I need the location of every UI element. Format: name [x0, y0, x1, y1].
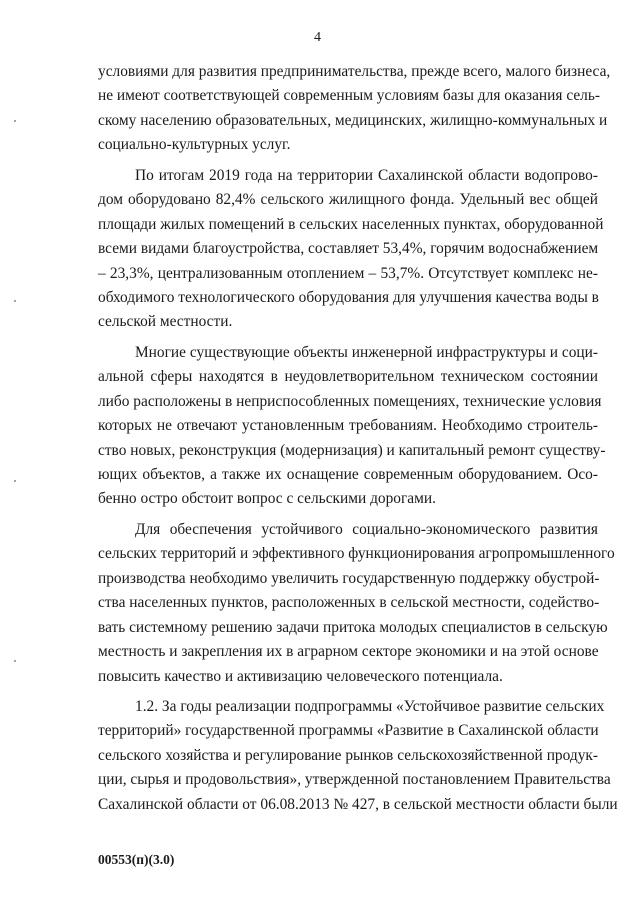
document-body: [98, 60, 618, 823]
text-line: ющих объектов, а также их оснащение современным оборудованием. Осо-: [98, 466, 598, 483]
text-line: местность и закрепления их в аграрном секторе экономики и на этой основе: [98, 643, 599, 661]
text-line: По итогам 2019 года на территории Сахалинской области водопрово-: [135, 166, 598, 184]
text-line: сельского хозяйства и регулирование рынков сельскохозяйственной продук-: [98, 746, 598, 764]
paragraph-2: [98, 164, 604, 335]
scan-artifact: [14, 660, 16, 662]
text-line: которых не отвечают установленным требованиям. Необходимо строитель-: [98, 417, 598, 435]
text-line: всеми видами благоустройства, составляет 53,4%, горячим водоснабжением: [98, 240, 599, 258]
text-line: дом оборудовано 82,4% сельского жилищного фонда. Удельный вес общей: [98, 191, 598, 209]
text-line: Для обеспечения устойчивого социально-экономического развития: [135, 520, 598, 538]
text-line: обходимого технологического оборудования для улучшения качества воды в: [98, 288, 599, 306]
text-line: 1.2. За годы реализации подпрограммы «Устойчивое развитие сельских: [135, 697, 605, 715]
paragraph-3: [98, 341, 606, 512]
text-line: – 23,3%, централизованным отоплением – 53,7%. Отсутствует комплекс не-: [98, 264, 598, 282]
text-line: условиями для развития предпринимательства, прежде всего, малого бизнеса,: [98, 63, 611, 80]
scan-artifact: [14, 120, 16, 122]
text-line: ства населенных пунктов, расположенных в сельской местности, содейство-: [98, 594, 600, 612]
paragraph-5: [98, 695, 618, 817]
text-line: сельских территорий и эффективного функционирования агропромышленного: [98, 545, 615, 563]
text-line: не имеют соответствующей современным условиям базы для оказания сель-: [98, 87, 600, 105]
text-line: территорий» государственной программы «Развитие в Сахалинской области: [98, 722, 599, 740]
text-line: скому населению образовательных, медицинских, жилищно-коммунальных и: [98, 111, 608, 129]
text-line: социально-культурных услуг.: [98, 136, 291, 154]
paragraph-1: [98, 60, 611, 158]
text-line: бенно остро обстоит вопрос с сельскими дорогами.: [98, 490, 436, 508]
text-line: площади жилых помещений в сельских населенных пунктах, оборудованной: [98, 215, 604, 233]
text-line: производства необходимо увеличить государственную поддержку обустрой-: [98, 569, 600, 587]
page-number: 4: [314, 30, 321, 45]
scan-artifact: [14, 300, 16, 302]
text-line: альной сферы находятся в неудовлетворительном техническом состоянии: [98, 368, 598, 386]
scan-artifact: [14, 480, 16, 482]
text-line: либо расположены в неприспособленных помещениях, технические условия: [98, 392, 602, 410]
text-line: вать системному решению задачи притока молодых специалистов в сельскую: [98, 618, 608, 636]
text-line: ции, сырья и продовольствия», утвержденной постановлением Правительства: [98, 771, 611, 789]
paragraph-4: [98, 518, 615, 689]
document-code: 00553(п)(3.0): [98, 852, 175, 867]
text-line: повысить качество и активизацию человеческого потенциала.: [98, 667, 503, 685]
text-line: ство новых, реконструкция (модернизация) и капитальный ремонт существу-: [98, 441, 606, 459]
text-line: Многие существующие объекты инженерной инфраструктуры и соци-: [135, 343, 598, 361]
text-line: Сахалинской области от 06.08.2013 № 427, в сельской местности области были: [98, 795, 618, 813]
text-line: сельской местности.: [98, 313, 233, 331]
